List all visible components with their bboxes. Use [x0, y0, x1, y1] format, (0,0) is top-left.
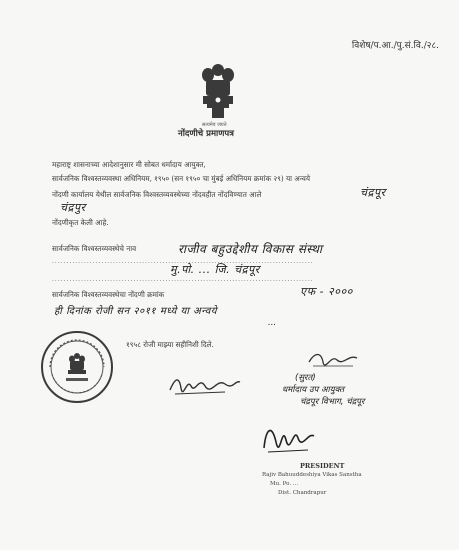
handwritten-registration-number: एफ - २०००: [300, 285, 353, 298]
signatory-line-2: धर्मादाय उप आयुक्त: [282, 385, 345, 395]
label-registration-number: सार्वजनिक विश्वस्तव्यवस्थेचा नोंदणी क्रमांक: [52, 290, 165, 299]
label-given-under-hand: १९५८ रोजी माझ्या सहीनिशी दिले.: [126, 340, 214, 349]
body-line-1: महाराष्ट्र शासनाच्या आदेशानुसार मी सोबत धर्मादाय आयुक्त,: [52, 160, 206, 169]
national-emblem-icon: [198, 62, 238, 124]
handwritten-date: ...: [268, 318, 277, 328]
official-seal-icon: [40, 330, 114, 404]
stamp-line-3: Dist. Chandrapur: [278, 490, 327, 496]
signature-left-icon: [165, 368, 245, 398]
body-line-3: नोंदणी कार्यालय येथील सार्वजनिक विश्वस्तव्यवस्थेच्या नोंदवहीत नोंदविण्यात आले: [52, 190, 262, 199]
signature-president-icon: [258, 418, 318, 458]
stamp-line-2: Mu. Po. ...: [270, 481, 299, 487]
handwritten-address: मु.पो. ... जि. चंद्रपूर: [170, 263, 260, 276]
handwritten-office: चंद्रपुर: [60, 201, 86, 214]
handwritten-place: चंद्रपूर: [360, 186, 386, 199]
handwritten-issued-line: ही दिनांक रोजी सन २०११ मध्ये या अन्वये: [54, 306, 218, 317]
signatory-line-3: चंद्रपूर विभाग, चंद्रपूर: [300, 397, 365, 407]
stamp-line-1: Rajiv Bahuuddeshiya Vikas Sanstha: [262, 472, 362, 478]
dotted-line: ..........................................................................................: [52, 258, 314, 265]
certificate-title: नोंदणीचे प्रमाणपत्र: [178, 129, 234, 139]
body-line-4: नोंदणीकृत केली आहे.: [52, 218, 109, 227]
handwritten-trust-name: राजीव बहुउद्देशीय विकास संस्था: [178, 242, 323, 256]
stamp-title: PRESIDENT: [300, 462, 345, 470]
dotted-line: ..........................................................................................: [52, 276, 314, 283]
body-line-2: सार्वजनिक विश्वस्तव्यवस्था अधिनियम, १९५० (सन १९५० चा मुंबई अधिनियम क्रमांक २९) या अन्वये: [52, 174, 311, 183]
reference-number: विशेष/प.आ./पु.सं.वि./२८.: [351, 41, 439, 51]
label-trust-name: सार्वजनिक विश्वस्तव्यवस्थेचे नाव: [52, 244, 137, 253]
signature-officer-icon: [305, 348, 365, 372]
signatory-line-1: (सुरत): [295, 373, 316, 383]
emblem-caption: सत्यमेव जयते: [202, 122, 227, 128]
